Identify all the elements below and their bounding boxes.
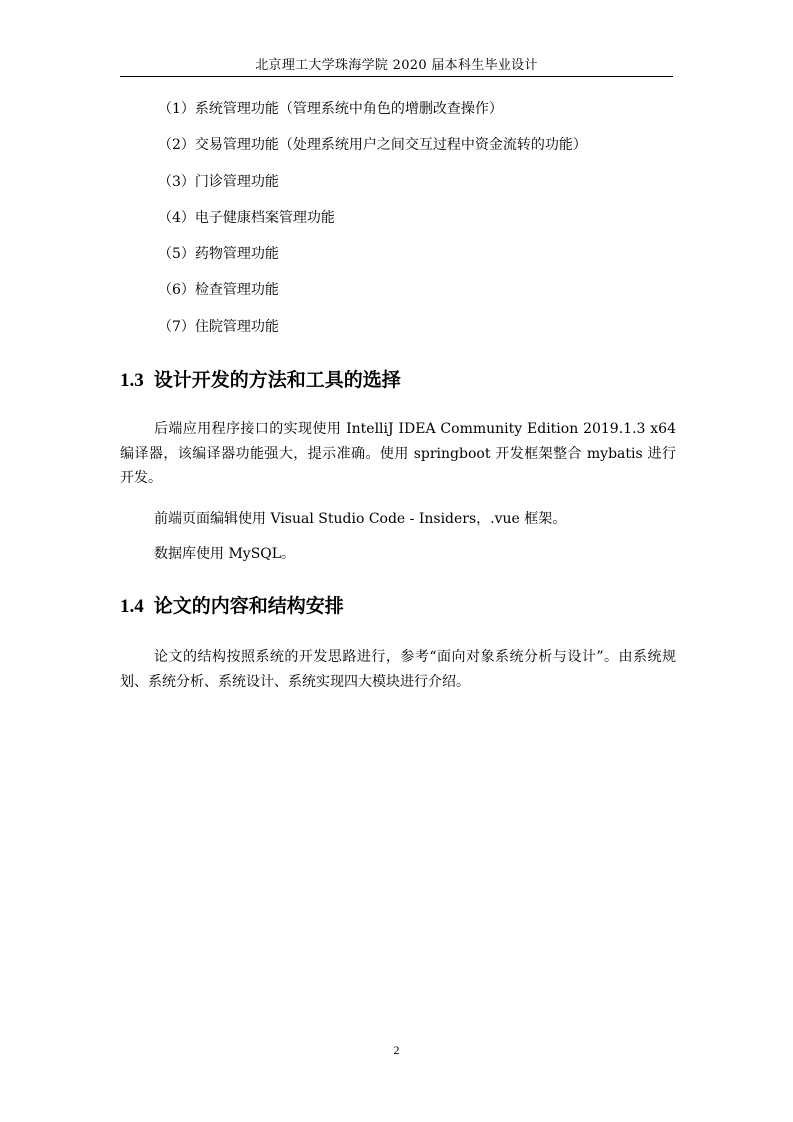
header-rule (120, 76, 673, 77)
list-item: （4）电子健康档案管理功能 (158, 209, 335, 226)
paragraph-structure: 论文的结构按照系统的开发思路进行，参考“面向对象系统分析与设计”。由系统规划、系统分析、系统设计、系统实现四大模块进行介绍。 (120, 649, 676, 690)
paragraph-frontend: 前端页面编辑使用 Visual Studio Code - Insiders，.vue 框架。 (154, 511, 567, 527)
list-item: （2）交易管理功能（处理系统用户之间交互过程中资金流转的功能） (158, 137, 587, 154)
running-header: 北京理工大学珠海学院 2020 届本科生毕业设计 (255, 58, 538, 73)
list-item: （6）检查管理功能 (158, 282, 279, 299)
paragraph-backend: 后端应用程序接口的实现使用 IntelliJ IDEA Community Edition 2019.1.3 x64 编译器，该编译器功能强大，提示准确。使用 springboot 开发框架整合 mybatis 进行开发。 (120, 421, 676, 486)
list-item: （3）门诊管理功能 (158, 173, 279, 190)
list-item: （5）药物管理功能 (158, 246, 279, 263)
section-number: 1.3 (120, 370, 144, 391)
paragraph-database: 数据库使用 MySQL。 (154, 546, 296, 562)
section-heading-1-3 (120, 367, 401, 394)
section-number: 1.4 (120, 596, 144, 617)
section-title: 论文的内容和结构安排 (153, 595, 344, 617)
list-item: （7）住院管理功能 (158, 318, 279, 335)
function-list (158, 98, 678, 352)
section-title: 设计开发的方法和工具的选择 (153, 369, 401, 391)
section-heading-1-4 (120, 593, 344, 620)
list-item: （1）系统管理功能（管理系统中角色的增删改查操作） (158, 101, 503, 117)
page-number: 2 (393, 1043, 400, 1057)
